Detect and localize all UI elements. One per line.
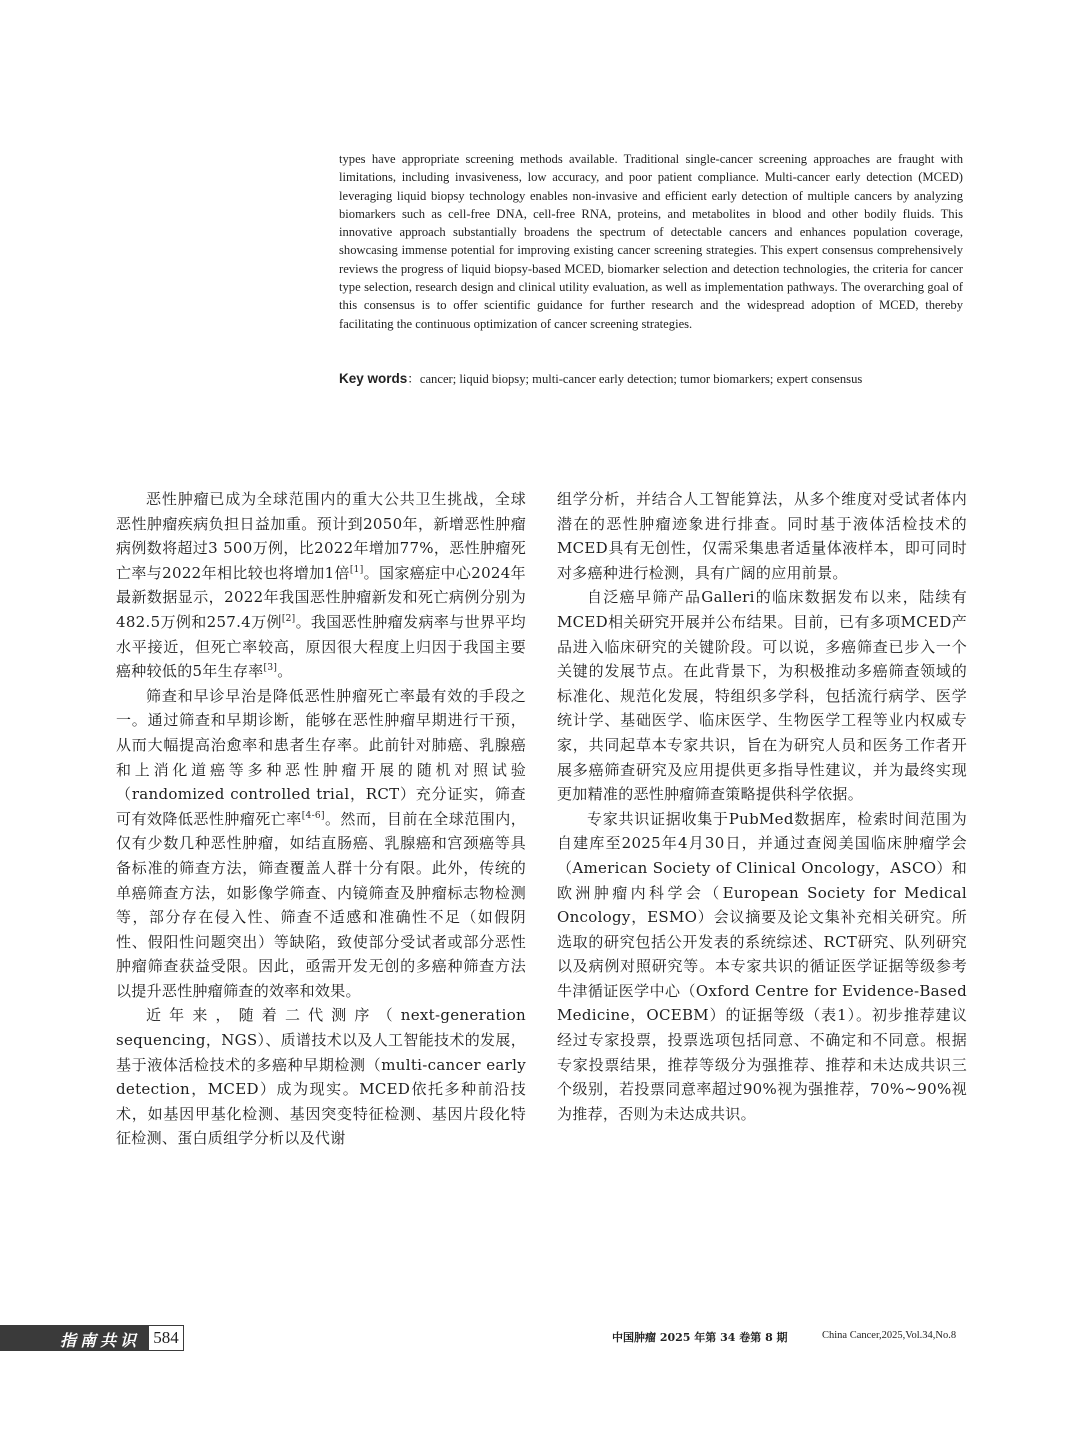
keywords-list: ：cancer; liquid biopsy; multi-cancer early detection; tumor biomarkers; expert consensus [407, 372, 863, 386]
keywords-line [339, 370, 999, 388]
body-paragraph [116, 684, 526, 1004]
paragraph-text: 自泛癌早筛产品Galleri的临床数据发布以来，陆续有MCED相关研究开展并公布结果。目前，已有多项MCED产品进入临床研究的关键阶段。可以说，多癌筛查已步入一个关键的发展节点。在此背景下，为积极推动多癌筛查领域的标准化、规范化发展，特组织多学科，包括流行病学、医学统计学、基础医学、临床医学、生物医学工程等业内权威专家，共同起草本专家共识，旨在为研究人员和医务工作者开展多癌筛查研究及应用提供更多指导性建议，并为最终实现更加精准的恶性肿瘤筛查策略提供科学依据。 [557, 588, 967, 804]
journal-citation-en: China Cancer,2025,Vol.34,No.8 [822, 1330, 957, 1341]
paragraph-text: 筛查和早诊早治是降低恶性肿瘤死亡率最有效的手段之一。通过筛查和早期诊断，能够在恶性肿瘤早期进行干预，从而大幅提高治愈率和患者生存率。此前针对肺癌、乳腺癌和上消化道癌等多种恶性肿瘤开展的随机对照试验（randomized controlled trial，RCT）充分证实，筛查可有效降低恶性肿瘤死亡率 [116, 686, 526, 828]
page-number: 584 [148, 1325, 184, 1351]
citation-ref: [4-6] [301, 810, 325, 821]
keywords-label: Key words [339, 371, 408, 386]
body-paragraph [557, 585, 967, 806]
paragraph-text: 专家共识证据收集于PubMed数据库，检索时间范围为自建库至2025年4月30日，并通过查阅美国临床肿瘤学会（American Society of Clinical Oncology，ASCO）和欧洲肿瘤内科学会（European Society for Medical Oncology，ESMO）会议摘要及论文集补充相关研究。所选取的研究包括公开发表的系统综述、RCT研究、队列研究以及病例对照研究等。本专家共识的循证医学证据等级参考牛津循证医学中心（Oxford Centre for Evidence-Based Medicine，OCEBM）的证据等级（表1）。初步推荐建议经过专家投票，投票选项包括同意、不确定和不同意。根据专家投票结果，推荐等级分为强推荐、推荐和未达成共识三个级别，若投票同意率超过90%视为强推荐，70%~90%视为推荐，否则为未达成共识。 [557, 809, 967, 1123]
body-paragraph [116, 487, 526, 684]
paragraph-text: 。我国恶性肿瘤发病率与世界平均水平接近，但死亡率较高，原因很大程度上归因于我国主要癌种较低的5年生存率 [116, 612, 526, 681]
body-column-right [557, 487, 967, 1126]
citation-ref: [3] [263, 663, 278, 674]
body-paragraph [557, 487, 967, 585]
footer-section-label: 指南共识 [60, 1331, 141, 1350]
paragraph-text: 组学分析，并结合人工智能算法，从多个维度对受试者体内潜在的恶性肿瘤迹象进行排查。同时基于液体活检技术的MCED具有无创性，仅需采集患者适量体液样本，即可同时对多癌种进行检测，具有广阔的应用前景。 [557, 490, 967, 582]
paragraph-text: 。 [277, 662, 293, 681]
paragraph-text: 。然而，目前在全球范围内，仅有少数几种恶性肿瘤，如结直肠癌、乳腺癌和宫颈癌等具备标准的筛查方法，筛查覆盖人群十分有限。此外，传统的单癌筛查方法，如影像学筛查、内镜筛查及肿瘤标志物检测等，部分存在侵入性、筛查不适感和准确性不足（如假阴性、假阳性问题突出）等缺陷，致使部分受试者或部分恶性肿瘤筛查获益受限。因此，亟需开发无创的多癌种筛查方法以提升恶性肿瘤筛查的效率和效果。 [116, 809, 526, 1000]
body-paragraph [116, 1003, 526, 1151]
paragraph-text: 。国家癌症中心2024年最新数据显示，2022年我国恶性肿瘤新发和死亡病例分别为482.5万例和257.4万例 [116, 563, 526, 631]
body-paragraph [557, 807, 967, 1127]
citation-ref: [1] [349, 564, 364, 575]
citation-ref: [2] [281, 613, 296, 624]
paragraph-text: 近年来，随着二代测序（next-generation sequencing，NGS）、质谱技术以及人工智能技术的发展，基于液体活检技术的多癌种早期检测（multi-cancer early detection，MCED）成为现实。MCED依托多种前沿技术，如基因甲基化检测、基因突变特征检测、基因片段化特征检测、蛋白质组学分析以及代谢 [116, 1006, 526, 1148]
body-column-left [116, 487, 526, 1151]
journal-citation-cn: 中国肿瘤 2025 年第 34 卷第 8 期 [612, 1331, 788, 1344]
abstract-text: types have appropriate screening methods available. Traditional single-cancer screening approaches are fraught with limitations, including invasiveness, low accuracy, and poor patient compliance. Multi-cancer early detection (MCED) leveraging liquid biopsy technology enables non-invasive and efficient early detection of multiple cancers by analyzing biomarkers such as cell-free DNA, cell-free RNA, proteins, and metabolites in blood and other bodily fluids. This innovative approach substantially broadens the spectrum of detectable cancers and enhances population coverage, showcasing immense potential for improving existing cancer screening strategies. This expert consensus comprehensively reviews the progress of liquid biopsy-based MCED, biomarker selection and detection technologies, the criteria for cancer type selection, research design and clinical utility evaluation, as well as implementation pathways. The overarching goal of this consensus is to offer scientific guidance for further research and the widespread adoption of MCED, thereby facilitating the continuous optimization of cancer screening strategies. [339, 152, 963, 331]
paragraph-text: 恶性肿瘤已成为全球范围内的重大公共卫生挑战，全球恶性肿瘤疾病负担日益加重。预计到2050年，新增恶性肿瘤病例数将超过3 500万例，比2022年增加77%，恶性肿瘤死亡率与2022年相比较也将增加1倍 [116, 490, 526, 582]
